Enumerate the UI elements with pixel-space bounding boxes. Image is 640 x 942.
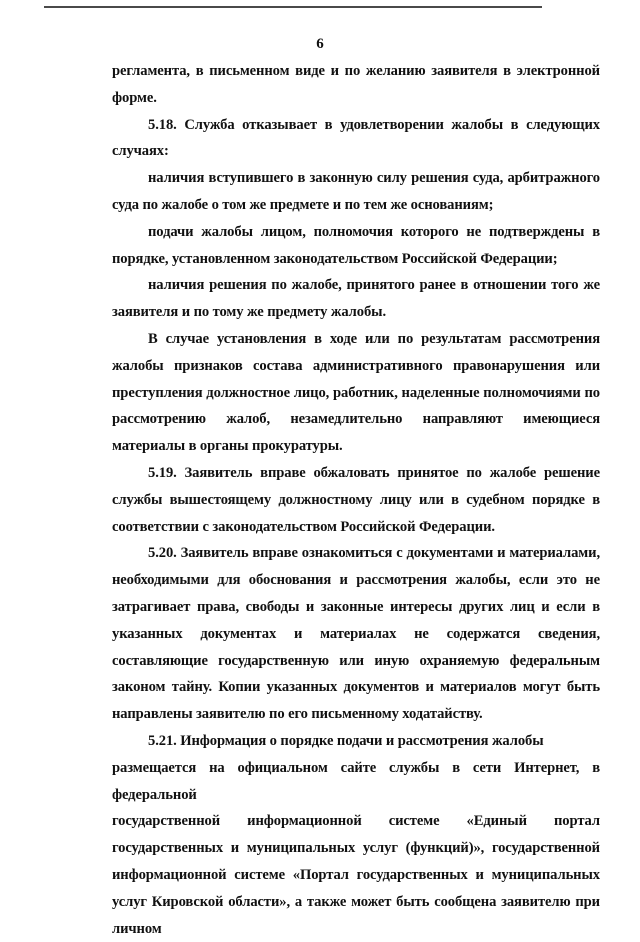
paragraph-ground-authority: подачи жалобы лицом, полномочия которого не подтверждены в порядке, установленном законодательством Российской Федерации; (112, 223, 600, 267)
top-rule (44, 6, 542, 8)
paragraph-5-20: 5.20. Заявитель вправе ознакомиться с документами и материалами, необходимыми для обоснования и рассмотрения жалобы, если это не затрагивает права, свободы и законные интересы других лиц и если в указанных документах и материалах не содержатся сведения, составляющие государственную или иную охраняемую федеральным законом тайну. Копии указанных документов и материалов могут быть направлены заявителю по его письменному ходатайству. (112, 545, 600, 723)
paragraph-ground-prior-decision: наличия решения по жалобе, принятого ранее в отношении того же заявителя и по тому же предмету жалобы. (112, 277, 600, 321)
paragraph-5-21 (112, 728, 600, 942)
document-body (112, 58, 600, 942)
word: государственной (112, 813, 221, 830)
paragraph-ground-court-decision: наличия вступившего в законную силу решения суда, арбитражного суда по жалобе о том же предмете и по тем же основаниям; (112, 170, 600, 213)
paragraph-prosecution: В случае установления в ходе или по результатам рассмотрения жалобы признаков состава административного правонарушения или преступления должностное лицо, работник, наделенные полномочиями по рассмотрению жалоб, незамедлительно направляют имеющиеся материалы в органы прокуратуры. (112, 330, 600, 455)
word: информационной (247, 813, 362, 830)
paragraph-5-18: 5.18. Служба отказывает в удовлетворении жалобы в следующих случаях: (112, 116, 600, 160)
paragraph-5-21-line-1: 5.21. Информация о порядке подачи и рассмотрения жалобы (148, 732, 544, 749)
page-number: 6 (316, 36, 324, 52)
word: системе (388, 813, 440, 830)
word: портал (553, 813, 600, 830)
word: «Единый (466, 813, 527, 830)
paragraph-5-19: 5.19. Заявитель вправе обжаловать принятое по жалобе решение службы вышестоящему должностному лицу или в судебном порядке в соответствии с законодательством Российской Федерации. (112, 464, 600, 535)
paragraph-5-21-line-3 (112, 808, 600, 835)
paragraph-5-21-line-2: размещается на официальном сайте службы в сети Интернет, в федеральной (112, 759, 600, 803)
paragraph-continuation: регламента, в письменном виде и по желанию заявителя в электронной форме. (112, 63, 600, 106)
paragraph-5-21-rest: государственных и муниципальных услуг (функций)», государственной информационной системе «Портал государственных и муниципальных услуг Кировской области», а также может быть сообщена заявителю при личном (112, 840, 600, 937)
